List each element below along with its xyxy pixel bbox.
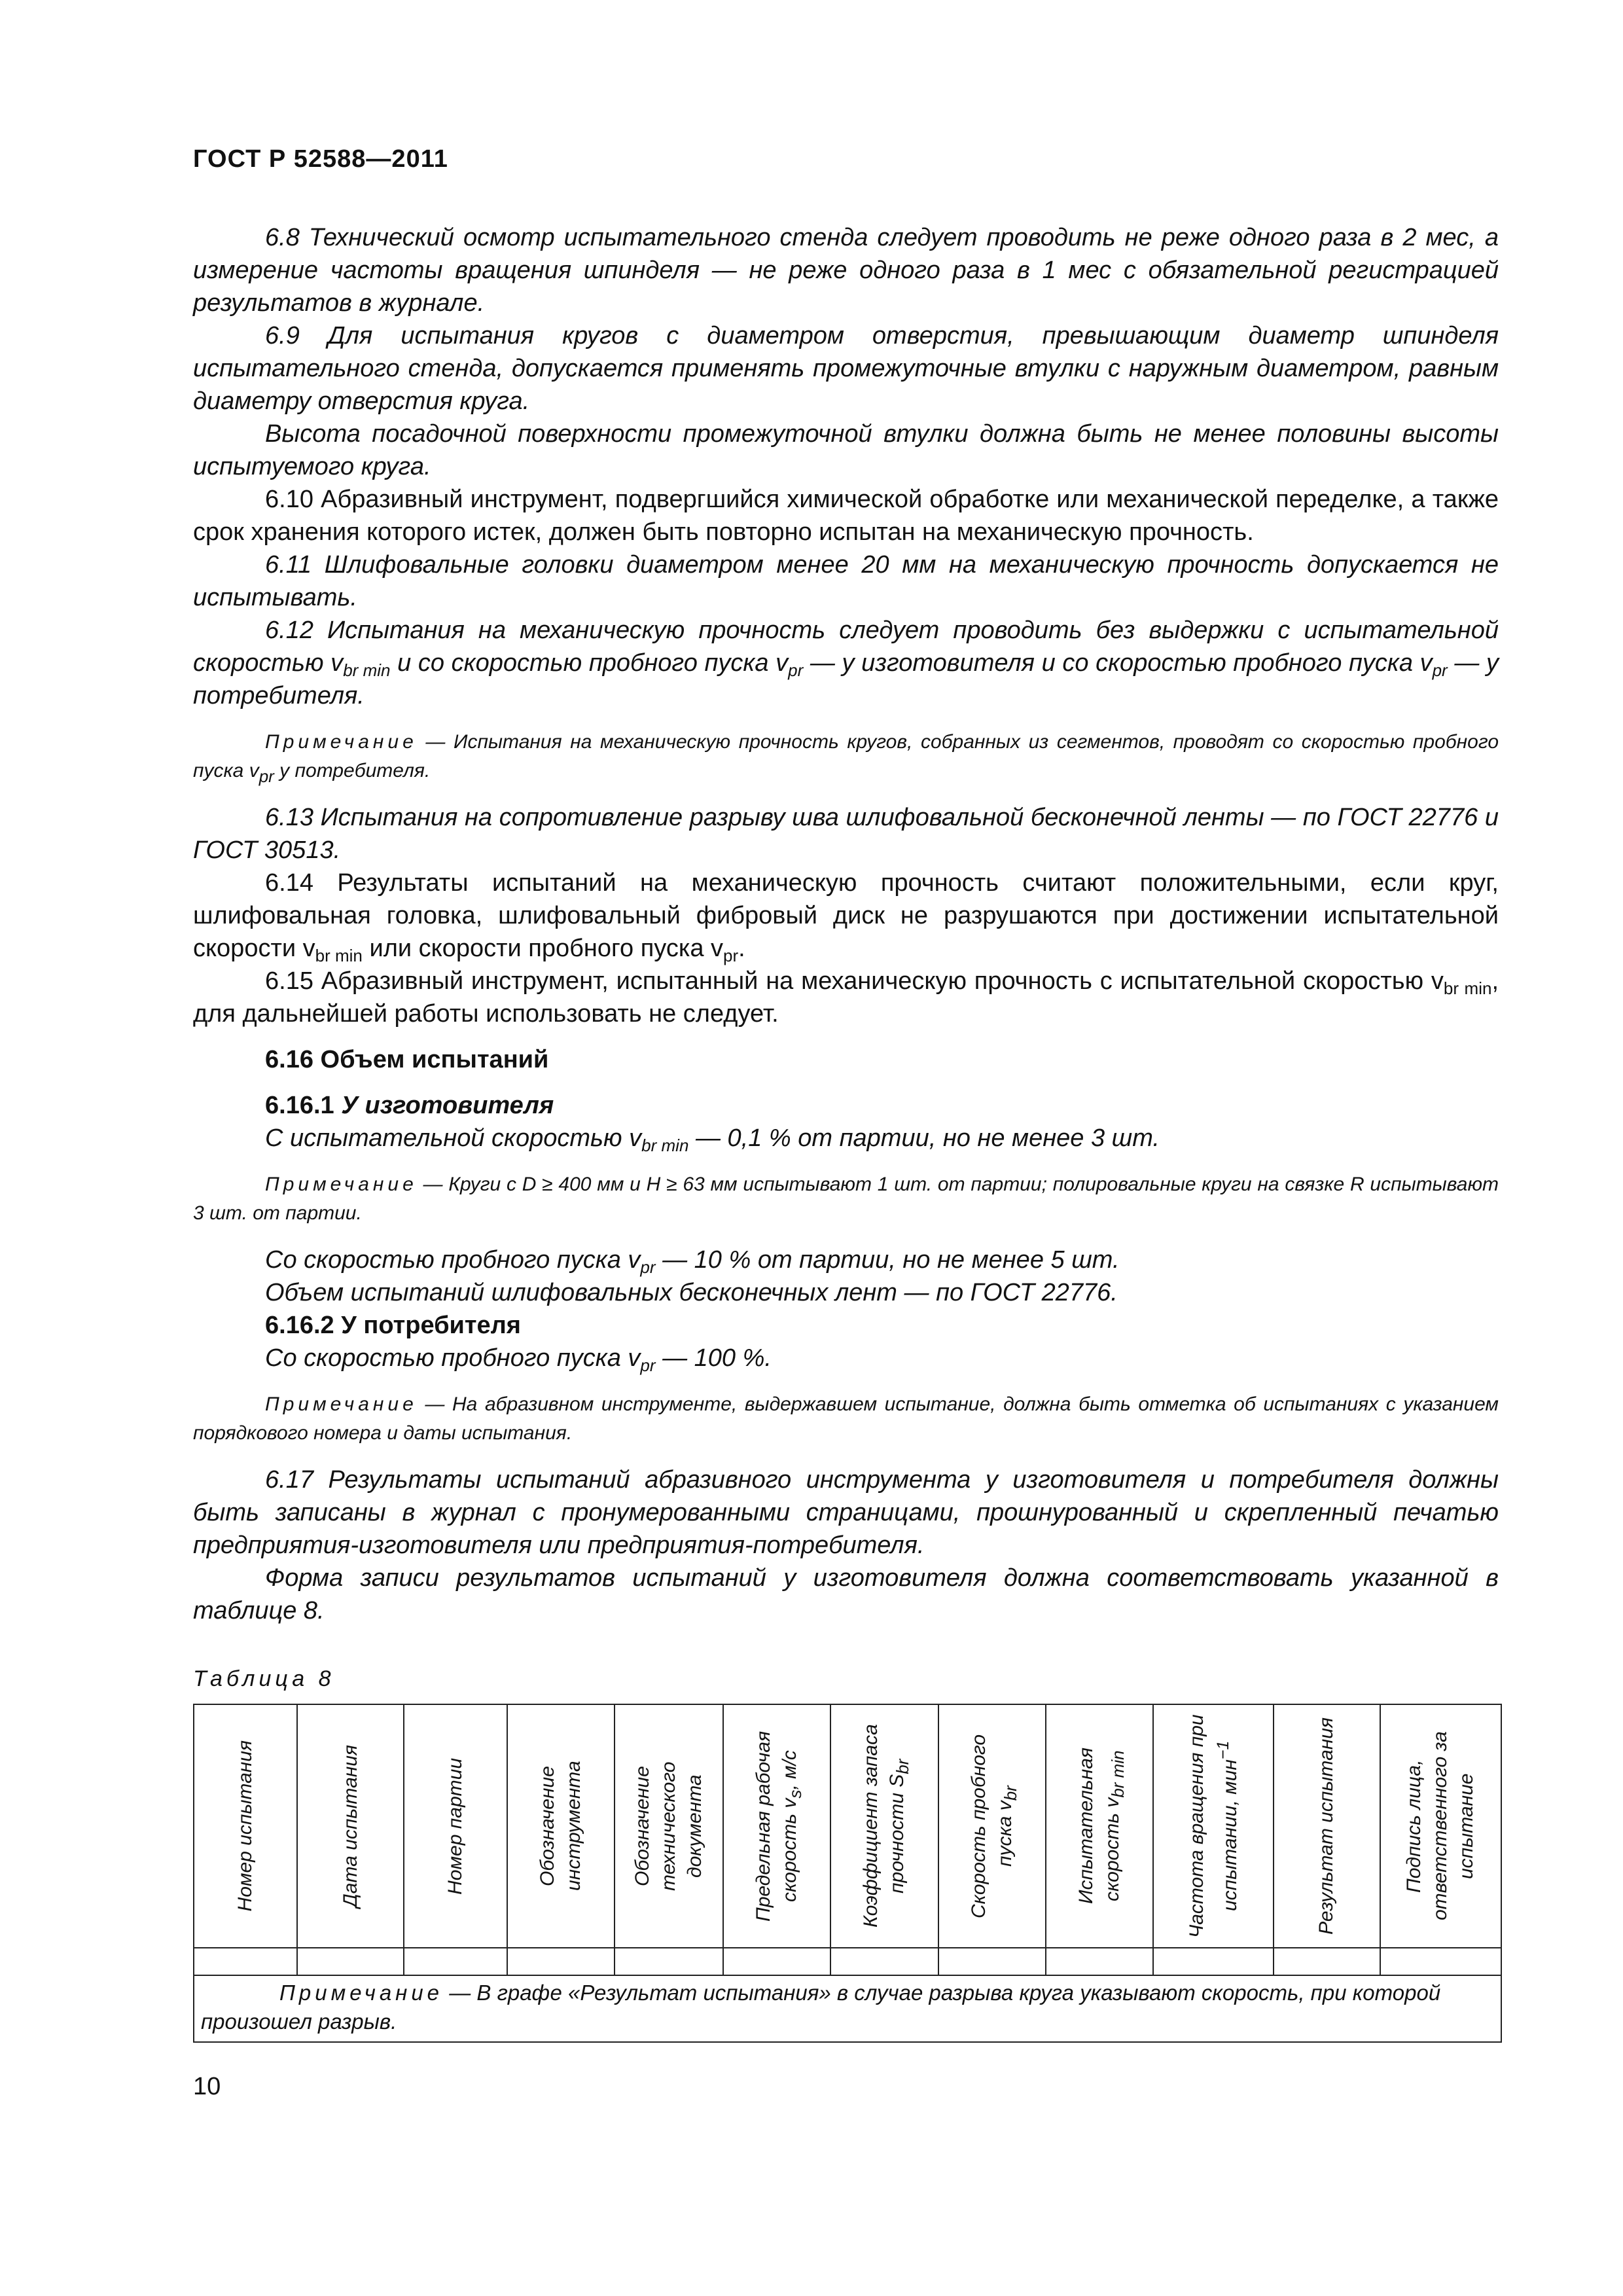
text-run: — Круги с D ≥ 400 мм и H ≥ 63 мм испытывают 1 шт. от партии; полировальные круги на связке R испытывают 3 шт. от партии.: [193, 1174, 1499, 1224]
page-number: 10: [193, 2073, 221, 2100]
table-cell: [615, 1948, 723, 1975]
table-header-cell: [1274, 1704, 1380, 1948]
column-header-tool-designation: Обозначение инструмента: [537, 1761, 585, 1892]
table-header-cell: [723, 1704, 830, 1948]
text-run: , для дальнейшей работы использовать не следует.: [193, 967, 1499, 1028]
table-cell: [830, 1948, 938, 1975]
note-3: [193, 1390, 1499, 1448]
table-cell: [1046, 1948, 1153, 1975]
subscript: pr: [723, 946, 739, 965]
text-run: — 100 %.: [655, 1344, 772, 1372]
table-header-cell: [507, 1704, 615, 1948]
paragraph-6-9: 6.9 Для испытания кругов с диаметром отверстия, превышающим диаметр шпинделя испытательного стенда, допускается применять промежуточные втулки с наружным диаметром, равным диаметру отверстия круга.: [193, 322, 1499, 415]
table-cell: [723, 1948, 830, 1975]
line-6-16-2: [193, 1342, 1499, 1374]
line-6-16-1-c: Объем испытаний шлифовальных бесконечных лент — по ГОСТ 22776.: [265, 1279, 1118, 1306]
paragraph-6-17-continued: Форма записи результатов испытаний у изготовителя должна соответствовать указанной в таблице 8.: [193, 1564, 1499, 1624]
table-cell: [938, 1948, 1046, 1975]
column-header-batch-number: Номер партии: [444, 1757, 467, 1895]
section-heading-6-16-2: 6.16.2 У потребителя: [265, 1312, 521, 1339]
table-note-row: [194, 1975, 1501, 2042]
text-run: Скорость пробного пуска v: [967, 1734, 1016, 1918]
table-header-cell: [1380, 1704, 1501, 1948]
subscript: pr: [1432, 660, 1448, 680]
text-run: С испытательной скоростью v: [265, 1124, 642, 1152]
table-cell: [1274, 1948, 1380, 1975]
subscript: s: [785, 1789, 806, 1799]
text-run: Испытательная скорость v: [1075, 1748, 1123, 1905]
table-header-cell: [615, 1704, 723, 1948]
column-header-test-speed: [1073, 1712, 1126, 1941]
text-run: .: [738, 935, 745, 962]
text-run: — 10 % от партии, но не менее 5 шт.: [655, 1246, 1120, 1274]
line-6-16-1-b: [193, 1244, 1499, 1276]
subscript: br min: [641, 1136, 689, 1155]
section-heading-6-16: 6.16 Объем испытаний: [265, 1046, 549, 1073]
text-run: — у потребителя.: [193, 649, 1499, 709]
subscript: br min: [1107, 1750, 1128, 1798]
table-cell: [194, 1948, 297, 1975]
table-header-cell: [194, 1704, 297, 1948]
text-run: — Испытания на механическую прочность кругов, собранных из сегментов, проводят со скоростью пробного пуска v: [193, 731, 1499, 781]
table-cell: [404, 1948, 507, 1975]
column-header-max-working-speed: [751, 1712, 806, 1941]
table-header-cell: [297, 1704, 404, 1948]
table-header-row: [194, 1704, 1501, 1948]
text-run: Коэффициент запаса прочности S: [860, 1724, 908, 1928]
column-header-test-result: Результат испытания: [1315, 1717, 1338, 1935]
paragraph-6-14: [193, 867, 1499, 965]
text-run: — 0,1 % от партии, но не менее 3 шт.: [688, 1124, 1160, 1152]
table-header-cell: [1153, 1704, 1274, 1948]
document-body: [193, 221, 1499, 2043]
note-label: Примечание: [265, 1393, 418, 1415]
paragraph-6-17: 6.17 Результаты испытаний абразивного инструмента у изготовителя и потребителя должны быть записаны в журнал с пронумерованными страницами, прошнурованный и скрепленный печатью предприятия-изготовителя или предприятия-потребителя.: [193, 1466, 1499, 1559]
paragraph-6-12: [193, 614, 1499, 712]
column-header-responsible-signature: Подпись лица, ответственного за испытание: [1403, 1731, 1478, 1921]
table-cell: [297, 1948, 404, 1975]
column-header-trial-speed: [966, 1712, 1018, 1941]
text-run: , м/с: [779, 1750, 801, 1790]
table-row: [194, 1948, 1501, 1975]
table-header-cell: [404, 1704, 507, 1948]
text-run: 6.12 Испытания на механическую прочность следует проводить без выдержки с испытательной скоростью v: [193, 617, 1499, 677]
table-cell: [1153, 1948, 1274, 1975]
note-1: [193, 728, 1499, 785]
table-header-cell: [938, 1704, 1046, 1948]
paragraph-6-15: [193, 965, 1499, 1030]
text-run: Со скоростью пробного пуска v: [265, 1246, 641, 1274]
document-header: ГОСТ Р 52588—2011: [193, 145, 448, 173]
text-run: Со скоростью пробного пуска v: [265, 1344, 641, 1372]
text-run: — у изготовителя и со скоростью пробного пуска v: [803, 649, 1433, 677]
column-header-safety-factor: [858, 1712, 913, 1941]
text-run: — На абразивном инструменте, выдержавшем испытание, должна быть отметка об испытаниях с указанием порядкового номера и даты испытания.: [193, 1393, 1499, 1444]
section-heading-6-16-1: [193, 1089, 1499, 1122]
test-log-table: [193, 1704, 1502, 2043]
text-run: — В графе «Результат испытания» в случае разрыва круга указывают скорость, при которой произошел разрыв.: [201, 1981, 1441, 2034]
table-note: [194, 1975, 1501, 2042]
heading-title: У изготовителя: [341, 1092, 554, 1119]
column-header-test-date: Дата испытания: [339, 1744, 361, 1908]
column-header-test-number: Номер испытания: [234, 1740, 257, 1912]
table-header-cell: [1046, 1704, 1153, 1948]
column-header-technical-document: Обозначение технического документа: [632, 1761, 706, 1891]
text-run: Предельная рабочая скорость v: [753, 1731, 801, 1922]
paragraph-6-13: 6.13 Испытания на сопротивление разрыву шва шлифовальной бесконечной ленты — по ГОСТ 22776 и ГОСТ 30513.: [193, 804, 1499, 864]
column-header-rotation-frequency: [1184, 1712, 1243, 1941]
table-cell: [1380, 1948, 1501, 1975]
subscript: br min: [315, 946, 363, 965]
subscript: br: [1000, 1785, 1020, 1801]
subscript: br min: [343, 660, 391, 680]
paragraph-6-11: 6.11 Шлифовальные головки диаметром менее 20 мм на механическую прочность допускается не испытывать.: [193, 551, 1499, 611]
subscript: br min: [1443, 978, 1492, 998]
note-label: Примечание: [279, 1981, 444, 2005]
note-label: Примечание: [265, 731, 418, 753]
table-header-cell: [830, 1704, 938, 1948]
note-2: [193, 1170, 1499, 1228]
superscript: −1: [1213, 1740, 1232, 1760]
table-cell: [507, 1948, 615, 1975]
subscript: pr: [259, 766, 274, 786]
line-6-16-1-a: [193, 1122, 1499, 1155]
subscript: pr: [640, 1355, 656, 1375]
text-run: и со скоростью пробного пуска v: [390, 649, 789, 677]
text-run: Частота вращения при испытании, мин: [1185, 1714, 1241, 1938]
note-label: Примечание: [265, 1174, 418, 1195]
text-run: 6.15 Абразивный инструмент, испытанный на механическую прочность с испытательной скоростью v: [265, 967, 1444, 995]
paragraph-6-10: 6.10 Абразивный инструмент, подвергшийся химической обработке или механической переделке, а также срок хранения которого истек, должен быть повторно испытан на механическую прочность.: [193, 486, 1499, 546]
paragraph-6-8: 6.8 Технический осмотр испытательного стенда следует проводить не реже одного раза в 2 мес, а измерение частоты вращения шпинделя — не реже одного раза в 1 мес с обязательной регистрацией результатов в журнале.: [193, 224, 1499, 317]
heading-number: 6.16.1: [265, 1092, 342, 1119]
subscript: pr: [788, 660, 804, 680]
text-run: у потребителя.: [274, 760, 431, 781]
paragraph-6-9-continued: Высота посадочной поверхности промежуточной втулки должна быть не менее половины высоты испытуемого круга.: [193, 420, 1499, 480]
text-run: или скорости пробного пуска v: [362, 935, 724, 962]
subscript: pr: [640, 1257, 656, 1277]
subscript: br: [893, 1759, 913, 1774]
table-caption: Таблица 8: [193, 1666, 335, 1691]
text-run: 6.14 Результаты испытаний на механическую прочность считают положительными, если круг, шлифовальная головка, шлифовальный фибровый диск не разрушаются при достижении испытательной скорости v: [193, 869, 1499, 962]
